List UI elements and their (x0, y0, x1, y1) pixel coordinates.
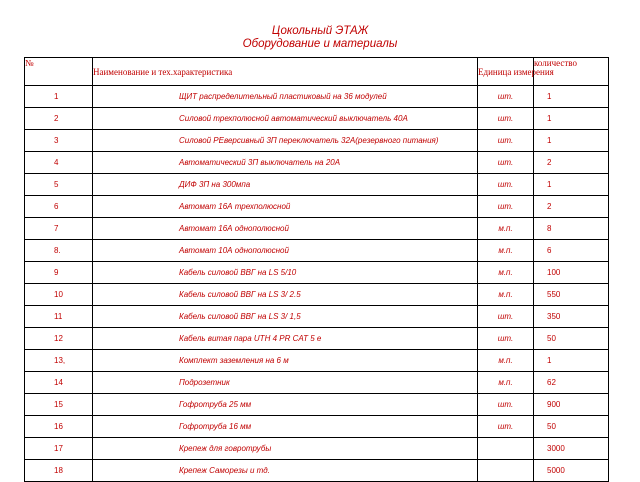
item-quantity: 2 (534, 152, 609, 174)
item-quantity: 1 (534, 350, 609, 372)
item-quantity: 62 (534, 372, 609, 394)
item-quantity: 8 (534, 218, 609, 240)
item-unit: шт. (478, 306, 534, 328)
row-number: 14 (25, 372, 93, 394)
table-row (25, 108, 609, 130)
row-number: 15 (25, 394, 93, 416)
item-name: Комплект заземления на 6 м (93, 350, 478, 372)
item-quantity: 6 (534, 240, 609, 262)
table-row (25, 350, 609, 372)
row-number: 5 (25, 174, 93, 196)
table-row (25, 306, 609, 328)
item-unit: м.п. (478, 262, 534, 284)
item-quantity: 2 (534, 196, 609, 218)
item-unit (478, 438, 534, 460)
item-name: ДИФ 3П на 300мпа (93, 174, 478, 196)
table-row (25, 240, 609, 262)
item-name: Кабель силовой ВВГ на LS 3/ 1,5 (93, 306, 478, 328)
row-number: 13, (25, 350, 93, 372)
row-number: 2 (25, 108, 93, 130)
item-name: Гофротруба 25 мм (93, 394, 478, 416)
item-name: Гофротруба 16 мм (93, 416, 478, 438)
item-unit: шт. (478, 196, 534, 218)
row-number: 12 (25, 328, 93, 350)
column-header-quantity: количество (534, 58, 609, 86)
item-unit: шт. (478, 328, 534, 350)
item-unit: шт. (478, 108, 534, 130)
item-unit: м.п. (478, 372, 534, 394)
item-quantity: 550 (534, 284, 609, 306)
item-quantity: 50 (534, 328, 609, 350)
page-subtitle: Оборудование и материалы (242, 38, 398, 50)
item-name: Автомат 10А однополюсной (93, 240, 478, 262)
item-quantity: 1 (534, 130, 609, 152)
table-row (25, 174, 609, 196)
item-name: Крепеж Саморезы и тд. (93, 460, 478, 482)
item-unit: м.п. (478, 240, 534, 262)
table-row (25, 284, 609, 306)
table-row (25, 328, 609, 350)
item-quantity: 3000 (534, 438, 609, 460)
row-number: 6 (25, 196, 93, 218)
table-row (25, 460, 609, 482)
row-number: 11 (25, 306, 93, 328)
table-row (25, 218, 609, 240)
row-number: 17 (25, 438, 93, 460)
column-header-number: № (25, 58, 93, 86)
table-row (25, 152, 609, 174)
item-unit: м.п. (478, 350, 534, 372)
row-number: 10 (25, 284, 93, 306)
table-row (25, 438, 609, 460)
item-name: Автомат 16А однополюсной (93, 218, 478, 240)
row-number: 8. (25, 240, 93, 262)
table-row (25, 86, 609, 108)
table-row (25, 130, 609, 152)
item-unit: шт. (478, 86, 534, 108)
item-name: ЩИТ распределительный пластиковый на 36 модулей (93, 86, 478, 108)
item-unit: шт. (478, 174, 534, 196)
item-quantity: 1 (534, 108, 609, 130)
item-name: Кабель силовой ВВГ на LS 3/ 2.5 (93, 284, 478, 306)
table-row (25, 394, 609, 416)
item-unit: шт. (478, 152, 534, 174)
item-unit: шт. (478, 416, 534, 438)
page-title: Цокольный ЭТАЖ (271, 25, 369, 37)
equipment-table (24, 57, 609, 482)
item-name: Силовой трехполюсной автоматический выключатель 40А (93, 108, 478, 130)
item-unit: шт. (478, 130, 534, 152)
row-number: 16 (25, 416, 93, 438)
row-number: 7 (25, 218, 93, 240)
item-name: Автомат 16А трехполюсной (93, 196, 478, 218)
row-number: 1 (25, 86, 93, 108)
table-row (25, 262, 609, 284)
row-number: 18 (25, 460, 93, 482)
item-quantity: 1 (534, 86, 609, 108)
item-quantity: 50 (534, 416, 609, 438)
table-row (25, 196, 609, 218)
item-quantity: 5000 (534, 460, 609, 482)
item-name: Кабель силовой ВВГ на LS 5/10 (93, 262, 478, 284)
item-name: Подрозетник (93, 372, 478, 394)
item-quantity: 900 (534, 394, 609, 416)
item-quantity: 100 (534, 262, 609, 284)
item-name: Силовой РЕверсивный 3П переключатель 32А(резервного питания) (93, 130, 478, 152)
row-number: 4 (25, 152, 93, 174)
item-unit: шт. (478, 394, 534, 416)
table-header-row (25, 58, 609, 86)
item-name: Крепеж для говротрубы (93, 438, 478, 460)
item-unit (478, 460, 534, 482)
table-body (25, 86, 609, 482)
table-row (25, 416, 609, 438)
table-row (25, 372, 609, 394)
item-unit: м.п. (478, 284, 534, 306)
item-unit: м.п. (478, 218, 534, 240)
row-number: 3 (25, 130, 93, 152)
column-header-unit: Единица измерения (478, 58, 534, 86)
item-name: Автоматический 3П выключатель на 20А (93, 152, 478, 174)
item-quantity: 1 (534, 174, 609, 196)
row-number: 9 (25, 262, 93, 284)
item-name: Кабель витая пара UTH 4 PR CAT 5 e (93, 328, 478, 350)
item-quantity: 350 (534, 306, 609, 328)
column-header-name: Наименование и тех.характеристика (93, 58, 478, 86)
